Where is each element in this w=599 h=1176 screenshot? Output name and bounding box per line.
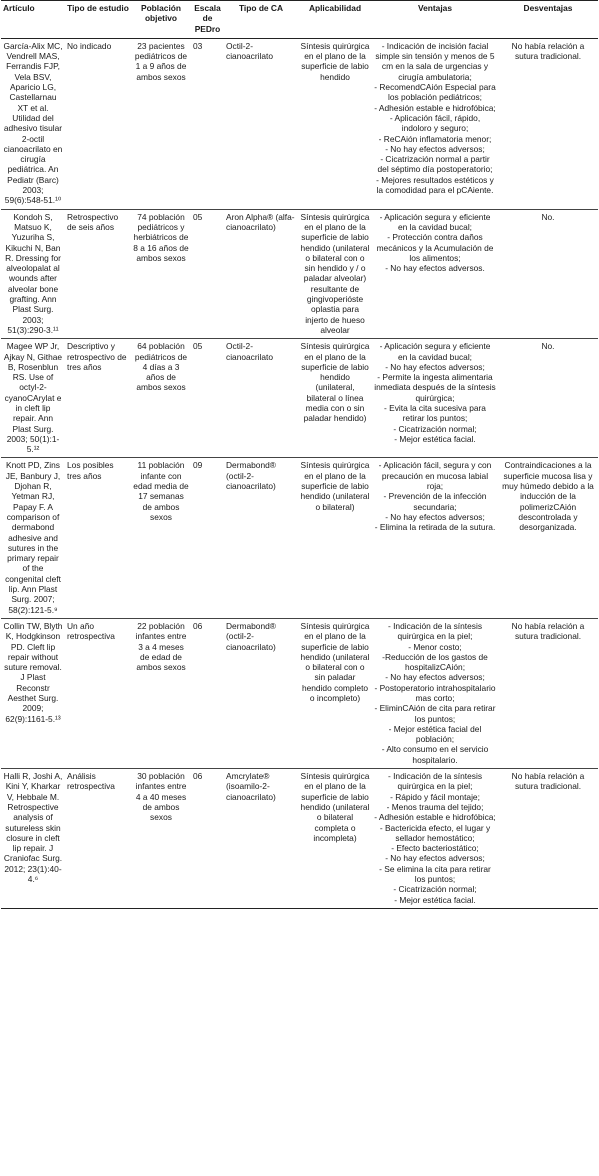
cell-ventajas [372, 339, 498, 458]
cell-ventajas [372, 38, 498, 209]
ventaja-item: - Indicación de la síntesis quirúrgica en la piel; [387, 620, 483, 642]
ventaja-item: - No hay efectos adversos; [385, 361, 485, 372]
cell-escala: 05 [191, 339, 224, 458]
ventaja-item: - Permite la ingesta alimentaria inmediata después de la síntesis quirúrgica; [374, 372, 496, 403]
cell-poblacion: 11 población infante con edad media de 17 semanas de ambos sexos [131, 458, 191, 618]
ventaja-item: - Aplicación fácil, segura y con precaución en mucosa labial roja; [378, 460, 492, 492]
ventaja-item: - Rápido y fácil montaje; [390, 791, 480, 802]
ventaja-item: - Alto consumo en el servicio hospitalario. [381, 744, 489, 765]
ventaja-item: - Cicatrización normal; [393, 423, 477, 434]
ventaja-item: - Elimina la retirada de la sutura. [374, 522, 496, 533]
ventaja-item: - Aplicación segura y eficiente en la cavidad bucal; [379, 211, 491, 232]
header-row [1, 1, 598, 39]
ventaja-item: - Mejor estética facial. [394, 894, 476, 905]
ventaja-item: -Reducción de los gastos de hospitalizCAión; [382, 651, 488, 673]
header-tipo-estudio: Tipo de estudio [65, 1, 131, 39]
cell-articulo: Kondoh S, Matsuo K, Yuzuriha S, Kikuchi N, Ban R. Dressing for alveolopalat al wounds after alveolar bone grafting. Ann Plast Surg. 2003; 51(3):290-3.¹¹ [1, 209, 65, 339]
cell-tipo-estudio: Descriptivo y retrospectivo de tres años [65, 339, 131, 458]
cell-poblacion: 30 población infantes entre 4 a 40 meses de ambos sexos [131, 769, 191, 909]
ventaja-item: - No hay efectos adversos. [385, 263, 485, 274]
cell-tipo-ca: Aron Alpha® (alfa-cianoacrilato) [224, 209, 298, 339]
ventaja-item: - Mejor estética facial. [394, 433, 476, 444]
cell-aplicabilidad: Síntesis quirúrgica en el plano de la superficie de labio hendido (unilateral o bilateral completa o incompleta) [298, 769, 372, 909]
cell-desventajas: No. [498, 209, 598, 339]
header-articulo: Artículo [1, 1, 65, 39]
ventaja-item: - Aplicación segura y eficiente en la cavidad bucal; [379, 341, 491, 362]
cell-tipo-estudio: Análisis retrospectiva [65, 769, 131, 909]
cell-aplicabilidad: Síntesis quirúrgica en el plano de la superficie de labio hendido (unilateral o bilateral con o sin paladar hendido completo o incompleto) [298, 618, 372, 768]
cell-desventajas: No había relación a sutura tradicional. [498, 769, 598, 909]
cell-desventajas: No había relación a sutura tradicional. [498, 618, 598, 768]
cell-tipo-ca: Octil-2-cianoacrilato [224, 38, 298, 209]
header-tipo-ca: Tipo de CA [224, 1, 298, 39]
ventaja-item: - Adhesión estable e hidrofóbica; [374, 102, 496, 113]
ventaja-item: - Indicación de incisión facial simple sin tensión y menos de 5 cm en la sala de urgencias y cirugía ambulatoria; [375, 40, 495, 82]
cell-tipo-estudio: Un año retrospectiva [65, 618, 131, 768]
cell-poblacion: 23 pacientes pediátricos de 1 a 9 años de ambos sexos [131, 38, 191, 209]
header-poblacion: Población objetivo [131, 1, 191, 39]
ventaja-item: - Menor costo; [408, 641, 462, 652]
ventaja-item: - Protección contra daños mecánicos y la Acumulación de los alimentos; [376, 232, 494, 263]
cell-articulo: Knott PD, Zins JE, Banbury J, Djohan R, Yetman RJ, Papay F. A comparison of dermabond adhesive and sutures in the primary repair of the congenital cleft lip. Ann Plast Surg. 2007; 58(2):121-5.⁹ [1, 458, 65, 618]
cell-articulo: García-Alix MC, Vendrell MAS, Ferrandis FJP, Vela BSV, Aparicio LG, Castellarnau XT et al. Utilidad del adhesivo tisular 2-octil cianoacrilato en cirugía pediátrica. An Pediatr (Barc) 2003; 59(6):548-51.¹⁰ [1, 38, 65, 209]
ventaja-item: - Efecto bacteriostático; [391, 843, 479, 854]
cell-poblacion: 74 población pediátricos y herbiátricos de 8 a 16 años de ambos sexos [131, 209, 191, 339]
ventaja-item: - Mejores resultados estéticos y la comodidad para el pCAiente. [376, 174, 494, 196]
cell-aplicabilidad: Síntesis quirúrgica en el plano de la superficie de labio hendido (unilateral, bilateral o línea media con o sin paladar hendido) [298, 339, 372, 458]
cell-poblacion: 22 población infantes entre 3 a 4 meses de edad de ambos sexos [131, 618, 191, 768]
table-row [1, 339, 598, 458]
header-aplicabilidad: Aplicabilidad [298, 1, 372, 39]
cell-escala: 05 [191, 209, 224, 339]
cell-poblacion: 64 población pediátricos de 4 días a 3 años de ambos sexos [131, 339, 191, 458]
ventaja-item: - RecomendCAión Especial para los población pediátricos; [374, 82, 496, 103]
ventaja-item: - Postoperatorio intrahospitalario mas corto; [374, 682, 496, 703]
table-row [1, 209, 598, 339]
header-desventajas: Desventajas [498, 1, 598, 39]
table-row [1, 38, 598, 209]
cell-aplicabilidad: Síntesis quirúrgica en el plano de la superficie de labio hendido [298, 38, 372, 209]
ventaja-item: - Mejor estética facial del población; [388, 723, 482, 745]
ventaja-item: - Se elimina la cita para retirar los puntos; [379, 863, 491, 885]
cell-tipo-ca: Octil-2-cianoacrilato [224, 339, 298, 458]
table-row [1, 458, 598, 618]
cell-tipo-estudio: Retrospectivo de seis años [65, 209, 131, 339]
table-row [1, 618, 598, 768]
ventaja-item: - Evita la cita sucesiva para retirar los puntos; [384, 402, 486, 424]
ventaja-item: - No hay efectos adversos; [385, 672, 485, 683]
cell-ventajas [372, 209, 498, 339]
ventaja-item: - Aplicación fácil, rápido, indoloro y seguro; [389, 112, 481, 134]
ventaja-item: - Bactericida efecto, el lugar y sellador hemostático; [379, 822, 491, 843]
cell-articulo: Halli R, Joshi A, Kini Y, Kharkar V, Hebbale M. Retrospective analysis of sutureless skin closure in cleft lip repair. J Craniofac Surg. 2012; 23(1):40-4.⁶ [1, 769, 65, 909]
studies-table [1, 0, 598, 909]
ventaja-item: - EliminCAión de cita para retirar los puntos; [374, 703, 496, 724]
cell-tipo-ca: Amcrylate® (isoamilo-2-cianoacrilato) [224, 769, 298, 909]
ventaja-item: - Cicatrización normal; [393, 884, 477, 895]
cell-tipo-estudio: Los posibles tres años [65, 458, 131, 618]
ventaja-item: - Adhesión estable e hidrofóbica; [374, 812, 496, 823]
cell-desventajas: No había relación a sutura tradicional. [498, 38, 598, 209]
cell-tipo-ca: Dermabond® (octil-2-cianoacrilato) [224, 618, 298, 768]
cell-escala: 03 [191, 38, 224, 209]
cell-articulo: Magee WP Jr, Ajkay N, Githae B, Rosenblun RS. Use of octyl-2-cyanoCArylat e in cleft lip repair. Ann Plast Surg. 2003; 50(1):1-5.¹² [1, 339, 65, 458]
ventaja-item: - Indicación de la síntesis quirúrgica en la piel; [387, 771, 483, 792]
cell-ventajas [372, 618, 498, 768]
ventaja-item: - ReCAión inflamatoria menor; [378, 133, 492, 144]
cell-desventajas: No. [498, 339, 598, 458]
cell-escala: 06 [191, 769, 224, 909]
cell-articulo: Collin TW, Blyth K, Hodgkinson PD. Cleft lip repair without suture removal. J Plast Reconstr Aesthet Surg. 2009; 62(9):1161-5.¹³ [1, 618, 65, 768]
cell-ventajas [372, 458, 498, 618]
ventaja-item: - No hay efectos adversos; [385, 143, 485, 154]
ventaja-item: - Menos trauma del tejido; [386, 801, 484, 812]
cell-ventajas [372, 769, 498, 909]
ventaja-item: - Prevención de la infección secundaria; [383, 491, 487, 512]
cell-aplicabilidad: Síntesis quirúrgica en el plano de la superficie de labio hendido (unilateral o bilateral) [298, 458, 372, 618]
table-row [1, 769, 598, 909]
cell-tipo-ca: Dermabond® (octil-2-cianoacrilato) [224, 458, 298, 618]
header-ventajas: Ventajas [372, 1, 498, 39]
cell-tipo-estudio: No indicado [65, 38, 131, 209]
cell-aplicabilidad: Síntesis quirúrgica en el plano de la superficie de labio hendido (unilateral o bilateral con o sin hendido y / o paladar alveolar) resultante de gingivoperióste oplastia para injerto de hueso alveolar [298, 209, 372, 339]
ventaja-item: - No hay efectos adversos; [385, 853, 485, 864]
cell-escala: 09 [191, 458, 224, 618]
cell-desventajas: Contraindicaciones a la superficie mucosa lisa y muy húmedo debido a la inducción de la polimerizCAión descontrolada y desorganizada. [498, 458, 598, 618]
cell-escala: 06 [191, 618, 224, 768]
header-escala: Escala de PEDro [191, 1, 224, 39]
ventaja-item: - No hay efectos adversos; [385, 511, 485, 522]
ventaja-item: - Cicatrización normal a partir del séptimo día postoperatorio; [377, 154, 493, 175]
